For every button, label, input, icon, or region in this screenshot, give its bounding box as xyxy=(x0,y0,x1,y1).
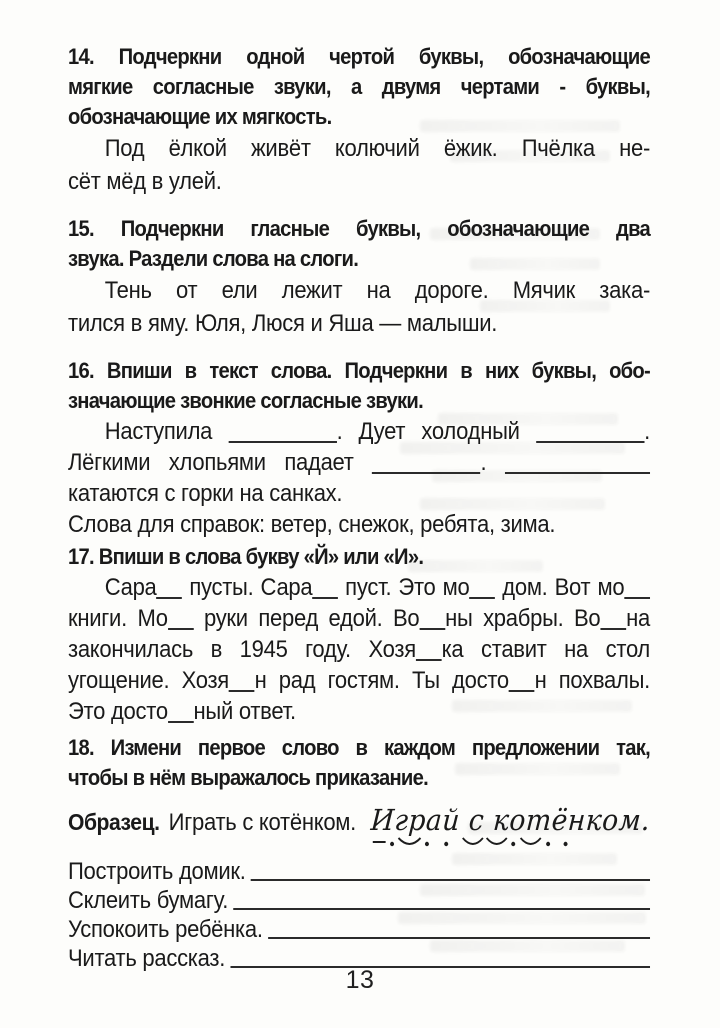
exercise-17-text-line-1 xyxy=(68,572,650,603)
exercise-18-sample xyxy=(68,803,650,847)
text-block xyxy=(68,42,650,973)
exercise-17-text-line-5 xyxy=(68,696,650,727)
exercise-16-heading-line-1: 16. Впиши в текст слова. Подчеркни в них буквы, обо- xyxy=(68,358,651,383)
answer-blank xyxy=(372,456,480,474)
exercise-17-text-line-4 xyxy=(68,665,650,696)
page-number: 13 xyxy=(345,966,375,994)
answer-line xyxy=(268,937,650,939)
answer-blank xyxy=(157,581,183,599)
sentence-text: . xyxy=(480,449,505,476)
sentence-text: угощение. Хозя xyxy=(68,667,229,694)
sentence-text: ный ответ. xyxy=(193,698,296,725)
answer-line xyxy=(234,908,650,910)
answer-blank xyxy=(509,674,535,692)
exercise-16-text-line-1 xyxy=(68,416,650,447)
exercise-15-heading-line-1: 15. Подчеркни гласные буквы, обозначающие два xyxy=(68,216,651,241)
sentence-text: пуст. Это мо xyxy=(338,574,470,601)
item-text: Построить домик. xyxy=(68,858,246,885)
sentence-text: Лёгкими хлопьями падает xyxy=(68,449,373,476)
answer-blank xyxy=(469,581,495,599)
exercise-15-text-line-2: тился в яму. Юля, Люся и Яша — малыши. xyxy=(68,310,498,337)
answer-blank xyxy=(536,425,644,443)
answer-blank xyxy=(416,643,442,661)
sentence-text: ка ставит на стол xyxy=(441,636,651,663)
answer-blank xyxy=(228,425,336,443)
exercise-14-text-line-1 xyxy=(68,132,650,165)
answer-blank xyxy=(168,705,194,723)
sample-label: Образец. xyxy=(68,809,160,835)
sentence-text: Наступила xyxy=(104,418,229,445)
exercise-16-text-line-2 xyxy=(68,447,650,478)
answer-blank xyxy=(229,674,255,692)
sample-task-text: Играть с котёнком. xyxy=(168,809,357,836)
exercise-15-text-line-1 xyxy=(68,274,650,307)
handwritten-answer-text: Играй с котёнком. xyxy=(369,803,652,837)
exercise-17-heading: 17. Впиши в слова букву «Й» или «И». xyxy=(68,544,424,569)
exercise-16 xyxy=(68,356,650,540)
exercise-14-heading-line-3: обозначающие их мягкость. xyxy=(68,104,332,129)
sentence-text: Тень от ели лежит на дороге. Мячик зака- xyxy=(104,277,651,304)
sentence-text: Это досто xyxy=(68,698,168,725)
exercise-14-heading-line-2: мягкие согласные звуки, а двумя чертами - буквы, xyxy=(68,74,651,99)
exercise-18-heading-line-2: чтобы в нём выражалось приказание. xyxy=(68,765,428,790)
exercise-15 xyxy=(68,214,650,340)
sentence-text: н рад гостям. Ты досто xyxy=(254,667,509,694)
item-text: Читать рассказ. xyxy=(68,945,226,972)
exercise-16-reference-words: Слова для справок: ветер, снежок, ребята, зима. xyxy=(68,511,556,538)
exercise-14-heading-line-1: 14. Подчеркни одной чертой буквы, обозначающие xyxy=(68,44,651,69)
exercise-18-item xyxy=(68,857,650,886)
handwritten-answer xyxy=(371,803,650,837)
exercise-18-item xyxy=(68,886,650,915)
exercise-16-text-line-3: катаются с горки на санках. xyxy=(68,480,343,507)
exercise-17-text-line-2 xyxy=(68,603,650,634)
sentence-text: . Дует холодный xyxy=(336,418,536,445)
answer-blank xyxy=(312,581,338,599)
sentence-text: Под ёлкой живёт колючий ёжик. Пчёлка не- xyxy=(104,135,651,162)
exercise-14 xyxy=(68,42,650,198)
exercise-15-heading-line-2: звука. Раздели слова на слоги. xyxy=(68,246,359,271)
answer-blank xyxy=(600,612,626,630)
answer-blank xyxy=(505,456,650,474)
exercise-17-text-line-3 xyxy=(68,634,650,665)
item-text: Успокоить ребёнка. xyxy=(68,916,263,943)
answer-blank xyxy=(624,581,650,599)
exercise-14-text-line-2: сёт мёд в улей. xyxy=(68,168,222,195)
answer-blank xyxy=(168,612,194,630)
exercise-16-heading-line-2: значающие звонкие согласные звуки. xyxy=(68,388,423,413)
exercise-17 xyxy=(68,542,650,727)
sentence-text: ны храбры. Во xyxy=(445,605,601,632)
exercise-18-heading-line-1: 18. Измени первое слово в каждом предложении так, xyxy=(68,735,651,760)
sentence-text: Сара xyxy=(104,574,157,601)
sentence-text: дом. Вот мо xyxy=(495,574,625,601)
sentence-text: руки перед едой. Во xyxy=(193,605,420,632)
item-text: Склеить бумагу. xyxy=(68,887,229,914)
sentence-text: пусты. Сара xyxy=(182,574,313,601)
sound-scheme-marks-icon xyxy=(371,834,602,848)
sentence-text: на xyxy=(626,605,650,632)
answer-line xyxy=(251,879,650,881)
sentence-text: книги. Мо xyxy=(68,605,168,632)
sentence-text: н похвалы. xyxy=(534,667,651,694)
sentence-text: закончилась в 1945 году. Хозя xyxy=(68,636,416,663)
exercise-18 xyxy=(68,733,650,973)
answer-blank xyxy=(419,612,445,630)
sentence-text: . xyxy=(644,418,651,445)
exercise-18-item xyxy=(68,915,650,944)
